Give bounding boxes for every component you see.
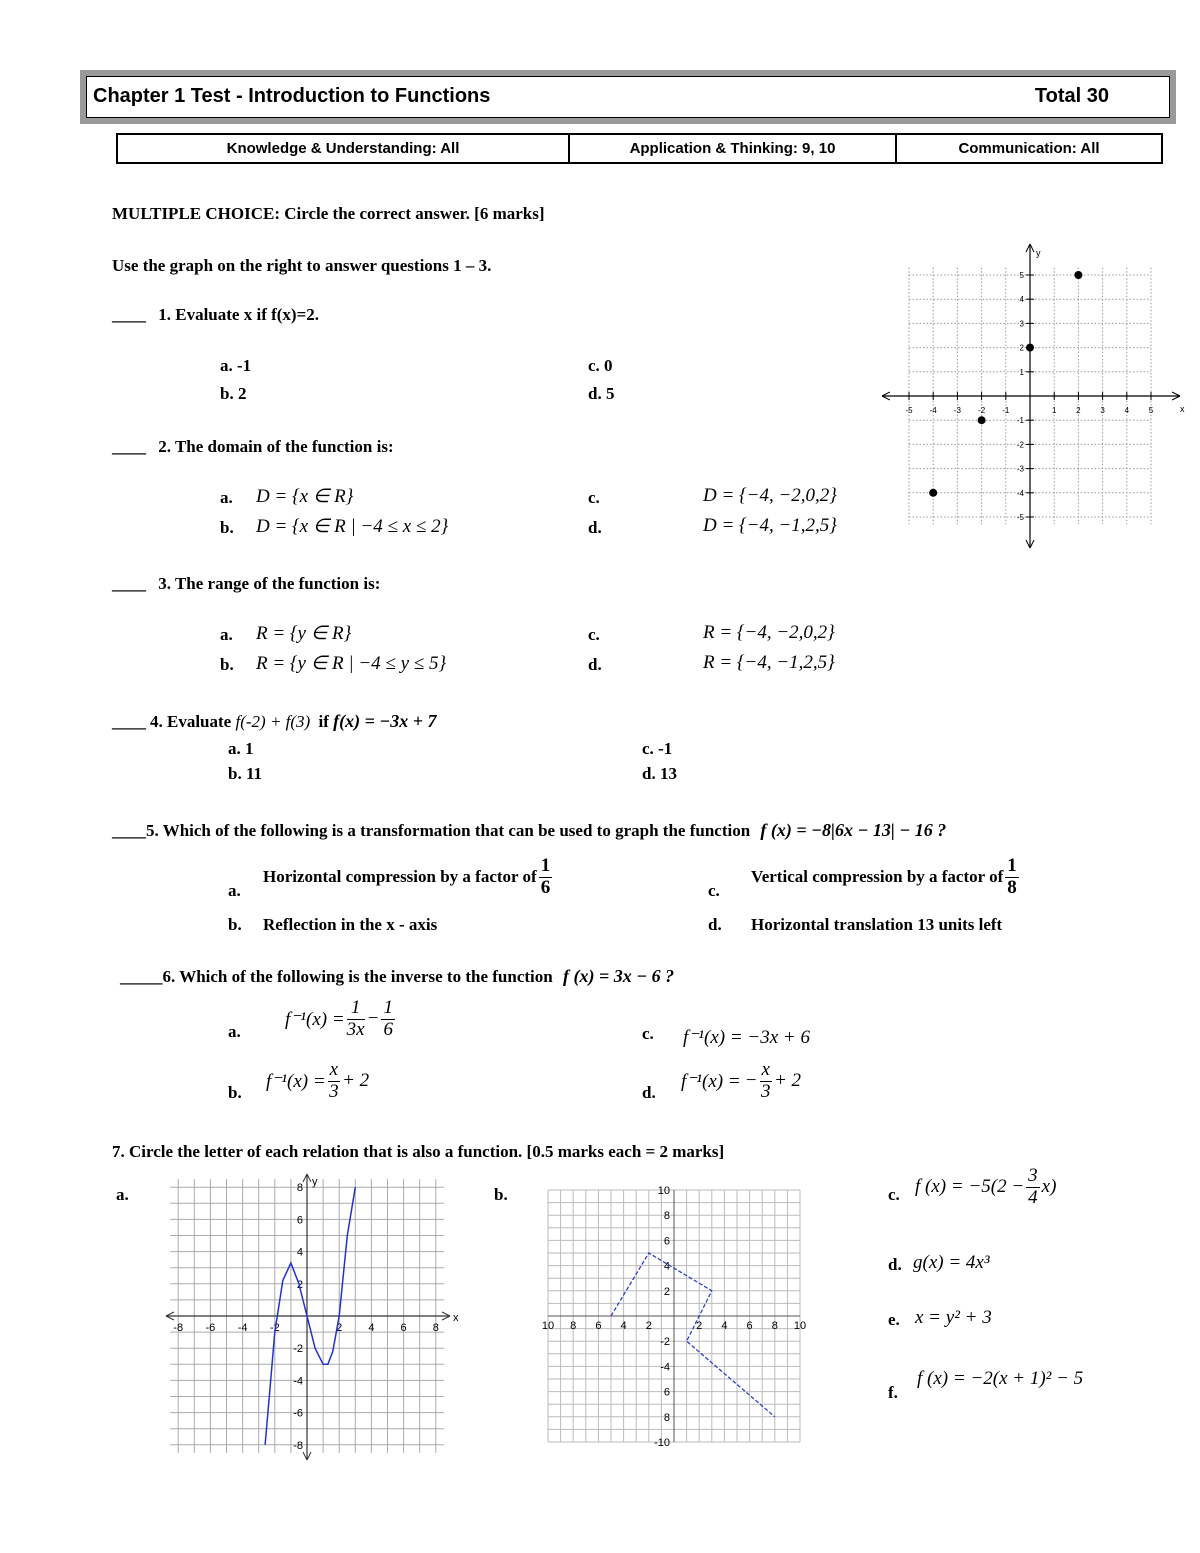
cat-comm: Communication: All	[958, 140, 1100, 157]
x-tick-label: 2	[336, 1322, 343, 1334]
q6-d-den: 3	[760, 1080, 771, 1102]
q3-option-a[interactable]: R = {y ∈ R}	[256, 623, 352, 644]
q6	[120, 966, 674, 987]
x-tick-label: 8	[570, 1320, 577, 1332]
q3-label-c[interactable]: c.	[588, 625, 600, 644]
q2-label-a[interactable]: a.	[220, 488, 233, 507]
q5	[112, 820, 946, 841]
x-tick-label: 6	[595, 1320, 602, 1332]
q5-c-num: 1	[1007, 855, 1017, 876]
x-tick-label: -3	[953, 406, 961, 415]
q1-option-b[interactable]: b. 2	[220, 384, 247, 403]
q5-a-num: 1	[540, 855, 551, 876]
q6-option-d[interactable]	[681, 1060, 801, 1103]
x-tick-label: 4	[721, 1320, 728, 1332]
data-point	[978, 416, 986, 424]
y-tick-label: 8	[663, 1210, 670, 1223]
q6-b-finv: f⁻¹(x) =	[266, 1070, 326, 1092]
q1-option-a[interactable]: a. -1	[220, 356, 252, 375]
q6-d-num: x	[761, 1059, 770, 1080]
q2-label-b[interactable]: b.	[220, 518, 234, 537]
q1	[112, 305, 319, 325]
x-tick-label: 6	[746, 1320, 753, 1332]
q4-expr: f(-2) + f(3)	[235, 712, 311, 731]
q6-a-num1: 1	[347, 998, 365, 1020]
q5-a-den: 6	[540, 876, 551, 898]
q4-option-d[interactable]: d. 13	[642, 764, 677, 783]
y-axis-label: y	[1036, 248, 1041, 258]
q5-label-a[interactable]: a.	[228, 881, 241, 900]
x-tick-label: 6	[400, 1322, 407, 1334]
q1-option-d[interactable]: d. 5	[588, 384, 615, 403]
q5-label-b[interactable]: b.	[228, 915, 242, 934]
category-table	[116, 133, 1163, 164]
data-point	[1074, 271, 1082, 279]
q7-option-c[interactable]	[915, 1166, 1056, 1209]
q2-option-b[interactable]: D = {x ∈ R | −4 ≤ x ≤ 2}	[256, 516, 449, 537]
q5-option-b[interactable]: Reflection in the x - axis	[263, 915, 438, 934]
q3-option-b[interactable]: R = {y ∈ R | −4 ≤ y ≤ 5}	[256, 653, 447, 674]
y-tick-label: 2	[296, 1278, 303, 1291]
q2-option-a[interactable]: D = {x ∈ R}	[256, 486, 354, 507]
q4-option-b[interactable]: b. 11	[228, 764, 263, 783]
q4	[112, 711, 437, 732]
q6-a-num2: 1	[383, 997, 393, 1018]
q3-label-a[interactable]: a.	[220, 625, 233, 644]
y-tick-label: -8	[293, 1439, 303, 1452]
test-header	[80, 70, 1176, 124]
y-tick-label: 8	[296, 1182, 303, 1195]
x-tick-label: 3	[1100, 406, 1105, 415]
x-tick-label: 2	[696, 1320, 703, 1332]
y-tick-label: 4	[663, 1260, 670, 1273]
y-tick-label: -4	[293, 1375, 303, 1388]
x-tick-label: 8	[432, 1322, 439, 1334]
y-tick-label: 6	[663, 1386, 670, 1399]
cat-at: Application & Thinking: 9, 10	[570, 135, 897, 162]
test-title: Chapter 1 Test - Introduction to Functions	[93, 85, 491, 107]
q3-text: 3. The range of the function is:	[158, 574, 381, 593]
q6-d-plus: + 2	[773, 1070, 802, 1092]
x-tick-label: 10	[793, 1320, 807, 1332]
y-tick-label: 6	[296, 1214, 303, 1227]
q5-option-c-text: Vertical compression by a factor of	[751, 867, 1004, 887]
test-total: Total 30	[1034, 85, 1109, 107]
q7-option-f[interactable]: f (x) = −2(x + 1)² − 5	[917, 1368, 1084, 1389]
q6-text: 6. Which of the following is the inverse to the function	[162, 967, 553, 986]
q6-b-num: x	[329, 1059, 339, 1080]
q6-option-b[interactable]	[266, 1060, 369, 1103]
q7-c-num: 3	[1028, 1165, 1038, 1186]
y-tick-label: -4	[1016, 488, 1024, 498]
q7-c-frac	[1026, 1166, 1040, 1209]
q2-label-c[interactable]: c.	[588, 488, 600, 507]
q6-label-d[interactable]: d.	[642, 1083, 656, 1102]
q5-option-c[interactable]	[751, 856, 1021, 899]
q4-prefix: 4. Evaluate	[150, 712, 232, 731]
q6-option-c[interactable]: f⁻¹(x) = −3x + 6	[683, 1027, 810, 1048]
q7-label-d[interactable]: d.	[888, 1255, 902, 1274]
data-point	[1026, 344, 1034, 352]
y-tick-label: 4	[1019, 295, 1024, 305]
q5-text: 5. Which of the following is a transformation that can be used to graph the function	[146, 821, 751, 840]
graph-q7b	[535, 1180, 815, 1455]
q1-option-c[interactable]: c. 0	[588, 356, 613, 375]
y-tick-label: 2	[1019, 343, 1024, 353]
x-tick-label: 4	[620, 1320, 627, 1332]
x-tick-label: 4	[1124, 406, 1130, 415]
q6-label-c[interactable]: c.	[642, 1024, 654, 1043]
q5-option-a[interactable]	[263, 856, 554, 899]
q3	[112, 574, 380, 594]
graph-q1-3	[876, 240, 1188, 552]
data-point	[929, 489, 937, 497]
y-tick-label: 10	[657, 1185, 670, 1197]
q4-option-c[interactable]: c. -1	[642, 739, 673, 758]
q6-blank[interactable]: _____	[120, 967, 163, 986]
y-tick-label: 5	[1019, 271, 1024, 280]
q6-b-den: 3	[329, 1080, 339, 1102]
x-tick-label: -2	[269, 1322, 280, 1334]
q2-text: 2. The domain of the function is:	[158, 437, 394, 456]
q5-label-d[interactable]: d.	[708, 915, 722, 934]
q1-blank[interactable]: ____	[112, 305, 146, 324]
q6-a-frac1	[347, 998, 365, 1041]
q6-func: f (x) = 3x − 6 ?	[562, 966, 675, 986]
q4-func: f(x) = −3x + 7	[333, 711, 437, 731]
q6-label-b[interactable]: b.	[228, 1083, 242, 1102]
q1-text: 1. Evaluate x if f(x)=2.	[158, 305, 320, 324]
x-tick-label: -5	[905, 406, 913, 415]
x-tick-label: -8	[173, 1322, 184, 1334]
q6-a-minus: −	[366, 1008, 380, 1030]
q7-label-b[interactable]: b.	[494, 1185, 508, 1204]
x-axis-label: x	[1180, 404, 1185, 414]
y-tick-label: -2	[293, 1343, 303, 1356]
y-axis-label: y	[312, 1176, 318, 1188]
y-tick-label: -5	[1016, 513, 1024, 522]
q7-label-f[interactable]: f.	[888, 1383, 898, 1402]
x-tick-label: 4	[368, 1322, 375, 1334]
q6-a-den1: 3x	[346, 1018, 365, 1040]
x-tick-label: -1	[1002, 406, 1010, 415]
q3-blank[interactable]: ____	[112, 574, 146, 593]
q6-d-neg: −	[744, 1070, 758, 1092]
q6-b-plus: + 2	[342, 1070, 370, 1092]
q6-d-finv: f⁻¹(x) =	[681, 1070, 741, 1092]
q7-label-c[interactable]: c.	[888, 1185, 900, 1204]
x-tick-label: -4	[237, 1322, 248, 1334]
q5-c-fraction	[1005, 856, 1019, 899]
y-tick-label: -6	[293, 1407, 303, 1420]
y-tick-label: 4	[296, 1246, 303, 1259]
y-tick-label: -2	[660, 1336, 670, 1349]
q5-option-d[interactable]: Horizontal translation 13 units left	[751, 915, 1003, 934]
x-tick-label: 8	[771, 1320, 778, 1332]
q6-a-den2: 6	[383, 1018, 393, 1040]
q5-func: f (x) = −8|6x − 13| − 16 ?	[760, 820, 947, 840]
x-tick-label: -4	[929, 406, 937, 415]
q7-c-den: 4	[1028, 1186, 1038, 1208]
q7-option-e[interactable]: x = y² + 3	[915, 1307, 992, 1328]
y-tick-label: 3	[1019, 319, 1024, 329]
y-tick-label: 2	[663, 1285, 670, 1298]
q6-d-frac	[760, 1060, 772, 1103]
relation-line	[611, 1253, 775, 1417]
q6-a-frac2	[381, 998, 395, 1041]
y-tick-label: 6	[663, 1235, 670, 1248]
y-tick-label: 1	[1019, 367, 1024, 377]
y-tick-label: -1	[1016, 416, 1024, 426]
x-tick-label: 1	[1051, 406, 1057, 415]
graph-q7a	[160, 1170, 465, 1465]
q6-b-frac	[328, 1060, 340, 1103]
q6-label-a[interactable]: a.	[228, 1022, 241, 1041]
q4-blank[interactable]: ____	[112, 712, 146, 731]
y-tick-label: -10	[654, 1437, 670, 1449]
x-tick-label: 10	[541, 1320, 555, 1332]
q2-option-c[interactable]: D = {−4, −2,0,2}	[703, 485, 837, 506]
x-tick-label: -2	[978, 406, 986, 415]
q3-label-d[interactable]: d.	[588, 655, 602, 674]
q5-c-den: 8	[1007, 876, 1017, 898]
q4-if: if	[318, 712, 329, 731]
y-tick-label: -4	[660, 1361, 670, 1374]
x-tick-label: 2	[645, 1320, 652, 1332]
q7-c-pre: f (x) = −5(2 −	[915, 1176, 1025, 1198]
q5-blank[interactable]: ____	[112, 821, 146, 840]
q2-option-d[interactable]: D = {−4, −1,2,5}	[703, 515, 837, 536]
x-tick-label: -6	[205, 1322, 216, 1334]
q7-label-a[interactable]: a.	[116, 1185, 129, 1204]
y-tick-label: -2	[1016, 440, 1024, 450]
q6-a-finv: f⁻¹(x) =	[285, 1008, 345, 1030]
q7-c-post: x)	[1041, 1176, 1057, 1198]
q3-option-c[interactable]: R = {−4, −2,0,2}	[703, 622, 835, 643]
y-tick-label: 8	[663, 1411, 670, 1424]
graph-note: Use the graph on the right to answer questions 1 – 3.	[112, 256, 492, 275]
q7-label-e[interactable]: e.	[888, 1310, 900, 1329]
cat-ku: Knowledge & Understanding: All	[118, 135, 570, 162]
q3-label-b[interactable]: b.	[220, 655, 234, 674]
x-axis-label: x	[453, 1312, 459, 1324]
q4-option-a[interactable]: a. 1	[228, 739, 254, 758]
q2-label-d[interactable]: d.	[588, 518, 602, 537]
q7-text: 7. Circle the letter of each relation that is also a function. [0.5 marks each = 2 marks]	[112, 1142, 725, 1161]
q7-option-d[interactable]: g(x) = 4x³	[913, 1252, 990, 1273]
q5-option-a-text: Horizontal compression by a factor of	[263, 867, 537, 887]
x-tick-label: 5	[1148, 406, 1154, 415]
q5-label-c[interactable]: c.	[708, 881, 720, 900]
q3-option-d[interactable]: R = {−4, −1,2,5}	[703, 652, 835, 673]
y-tick-label: -3	[1016, 464, 1024, 474]
q6-option-a[interactable]	[285, 998, 397, 1041]
x-tick-label: 2	[1076, 406, 1081, 415]
mc-heading: MULTIPLE CHOICE: Circle the correct answer. [6 marks]	[112, 204, 545, 223]
q2	[112, 437, 394, 457]
q2-blank[interactable]: ____	[112, 437, 146, 456]
q5-a-fraction	[539, 856, 553, 899]
